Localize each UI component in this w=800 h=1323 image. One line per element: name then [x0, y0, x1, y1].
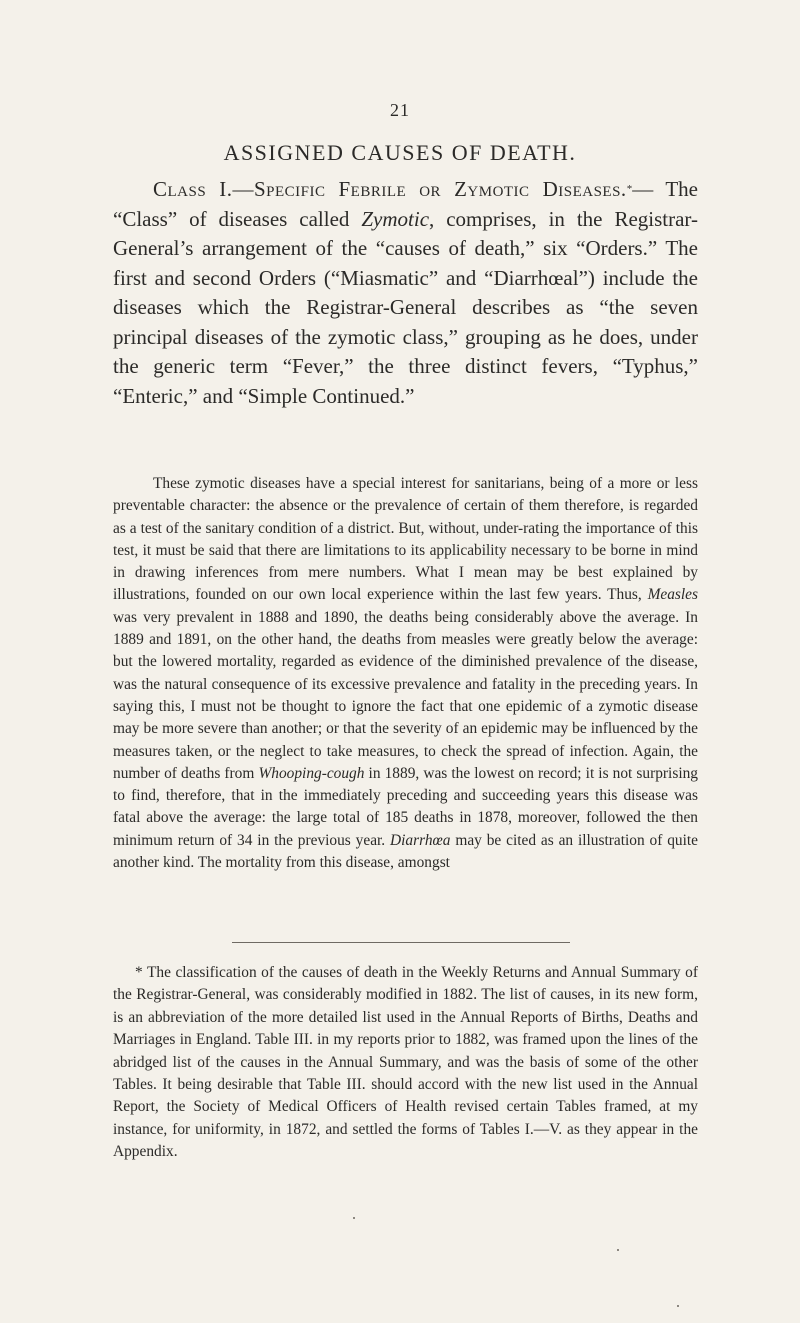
page-heading: ASSIGNED CAUSES OF DEATH.: [223, 140, 577, 165]
term-diarrhoea: Diarrhœa: [390, 831, 451, 849]
body-text-1: These zymotic diseases have a special interest for sanitarians, being of a more or less preventable character: the absence or the prevalence of certain of them therefore, is regarded as a test of the sanitary condition of a district. But, without, under-rating the importance of this test, it must be said that there are limitations to its applicability necessary to be borne in mind in drawing inferences from mere numbers. What I mean may be best explained by illustrations, founded on our own local experience within the last few years. Thus,: [113, 475, 698, 604]
term-whooping-cough: Whooping-cough: [258, 764, 365, 782]
intro-text-1: The “Class” of diseases called: [113, 177, 698, 231]
body-text-3: in 1889, was the lowest on record; it is not surprising to find, therefore, that in the immediately preceding and succeeding years this disease was fatal above the average: the large total of 185 deaths in 1878, moreover, followed the then minimum return of 34 in the previous year.: [113, 764, 698, 849]
intro-text-2: , comprises, in the Registrar-General’s arrangement of the “causes of death,” six “Orders.” The first and second Orders (“Miasmatic” and “Diarrhœal”) include the diseases which the Registrar-General describes as “the seven principal diseases of the zymotic class,” grouping as he does, under the generic term “Fever,” the three distinct fevers, “Typhus,” “Enteric,” and “Simple Continued.”: [113, 206, 698, 408]
dash: —: [632, 177, 654, 201]
footnote-text: The classification of the causes of death in the Weekly Returns and Annual Summary of the Registrar-General, was considerably modified in 1882. The list of causes, in its new form, is an abbreviation of the more detailed list used in the Annual Reports of Births, Deaths and Marriages in England. Table III. in my reports prior to 1882, was framed upon the lines of the abridged list of the causes in the Annual Summary, and was the basis of some of the other Tables. It being desirable that Table III. should accord with the new list used in the Annual Report, the Society of Medical Officers of Health revised certain Tables framed, at my instance, for uniformity, in 1872, and settled the forms of Tables I.—V. as they appear in the Appendix.: [113, 964, 698, 1161]
term-zymotic: Zymotic: [361, 206, 430, 231]
footnote-marker: *: [135, 964, 143, 981]
term-measles: Measles: [647, 586, 698, 604]
body-paragraph: [113, 473, 698, 874]
footnote-reference[interactable]: *: [626, 183, 633, 195]
body-text-4: may be cited as an illustration of quite another kind. The mortality from this disease, amongst: [113, 831, 698, 872]
class-title: Class I.—Specific Febrile or Zymotic Diseases.: [153, 177, 627, 201]
body-text-2: was very prevalent in 1888 and 1890, the deaths being considerably above the average. In 1889 and 1891, on the other hand, the deaths from measles were greatly below the average: but the lowered mortality, regarded as evidence of the diminished prevalence of the disease, was the natural consequence of its excessive prevalence and fatality in the preceding years. In saying this, I must not be thought to ignore the fact that one epidemic of a zymotic disease may be more severe than another; or that the severity of an epidemic may be influenced by the measures taken, or the neglect to take measures, to check the spread of infection. Again, the number of deaths from: [113, 608, 698, 782]
page-number: 21: [390, 100, 410, 120]
paper-speck: [353, 1217, 355, 1219]
intro-paragraph: [113, 175, 698, 411]
footnote: [113, 962, 698, 1164]
paper-speck: [617, 1249, 619, 1251]
paper-speck: [677, 1305, 679, 1307]
footnote-divider: [232, 942, 570, 943]
